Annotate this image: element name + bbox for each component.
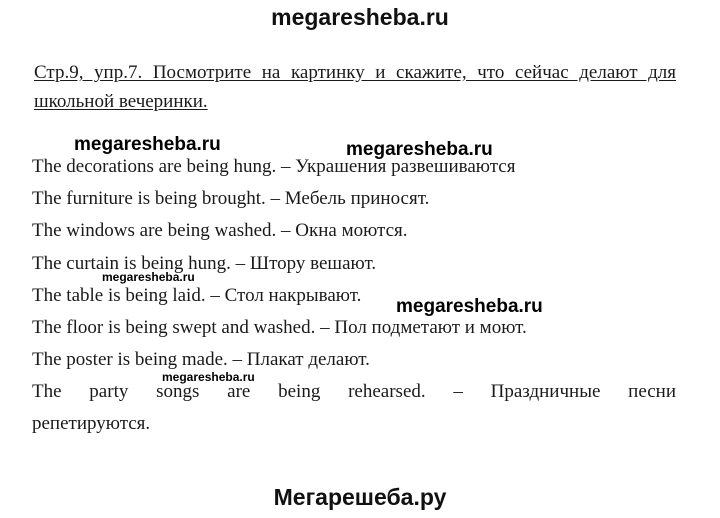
watermark: megaresheba.ru (162, 370, 255, 384)
watermark: megaresheba.ru (74, 134, 221, 155)
watermark: megaresheba.ru (396, 296, 543, 317)
answer-line-4: The curtain is being hung. – Штору вешают. (32, 253, 377, 274)
answer-line-1: The decorations are being hung. – Украшения развешиваются (32, 156, 516, 177)
watermark: megaresheba.ru (346, 139, 493, 160)
answer-line-2: The furniture is being brought. – Мебель приносят. (32, 188, 430, 209)
answer-line-5: The table is being laid. – Стол накрывают. (32, 285, 362, 306)
answer-line-7: The poster is being made. – Плакат делают. (32, 349, 370, 370)
task-title: Стр.9, упр.7. Посмотрите на картинку и скажите, что сейчас делают для школьной вечеринки. (34, 62, 676, 112)
answer-line-6: The floor is being swept and washed. – Пол подметают и моют. (32, 317, 527, 338)
answer-line-8: The party songs are being rehearsed. – Праздничные песни (32, 381, 676, 402)
answer-line-3: The windows are being washed. – Окна моются. (32, 220, 408, 241)
answer-line-9: репетируются. (32, 413, 151, 434)
watermark: megaresheba.ru (102, 270, 195, 284)
site-header: megaresheba.ru (271, 4, 449, 30)
site-footer: Мегарешеба.ру (273, 484, 447, 510)
